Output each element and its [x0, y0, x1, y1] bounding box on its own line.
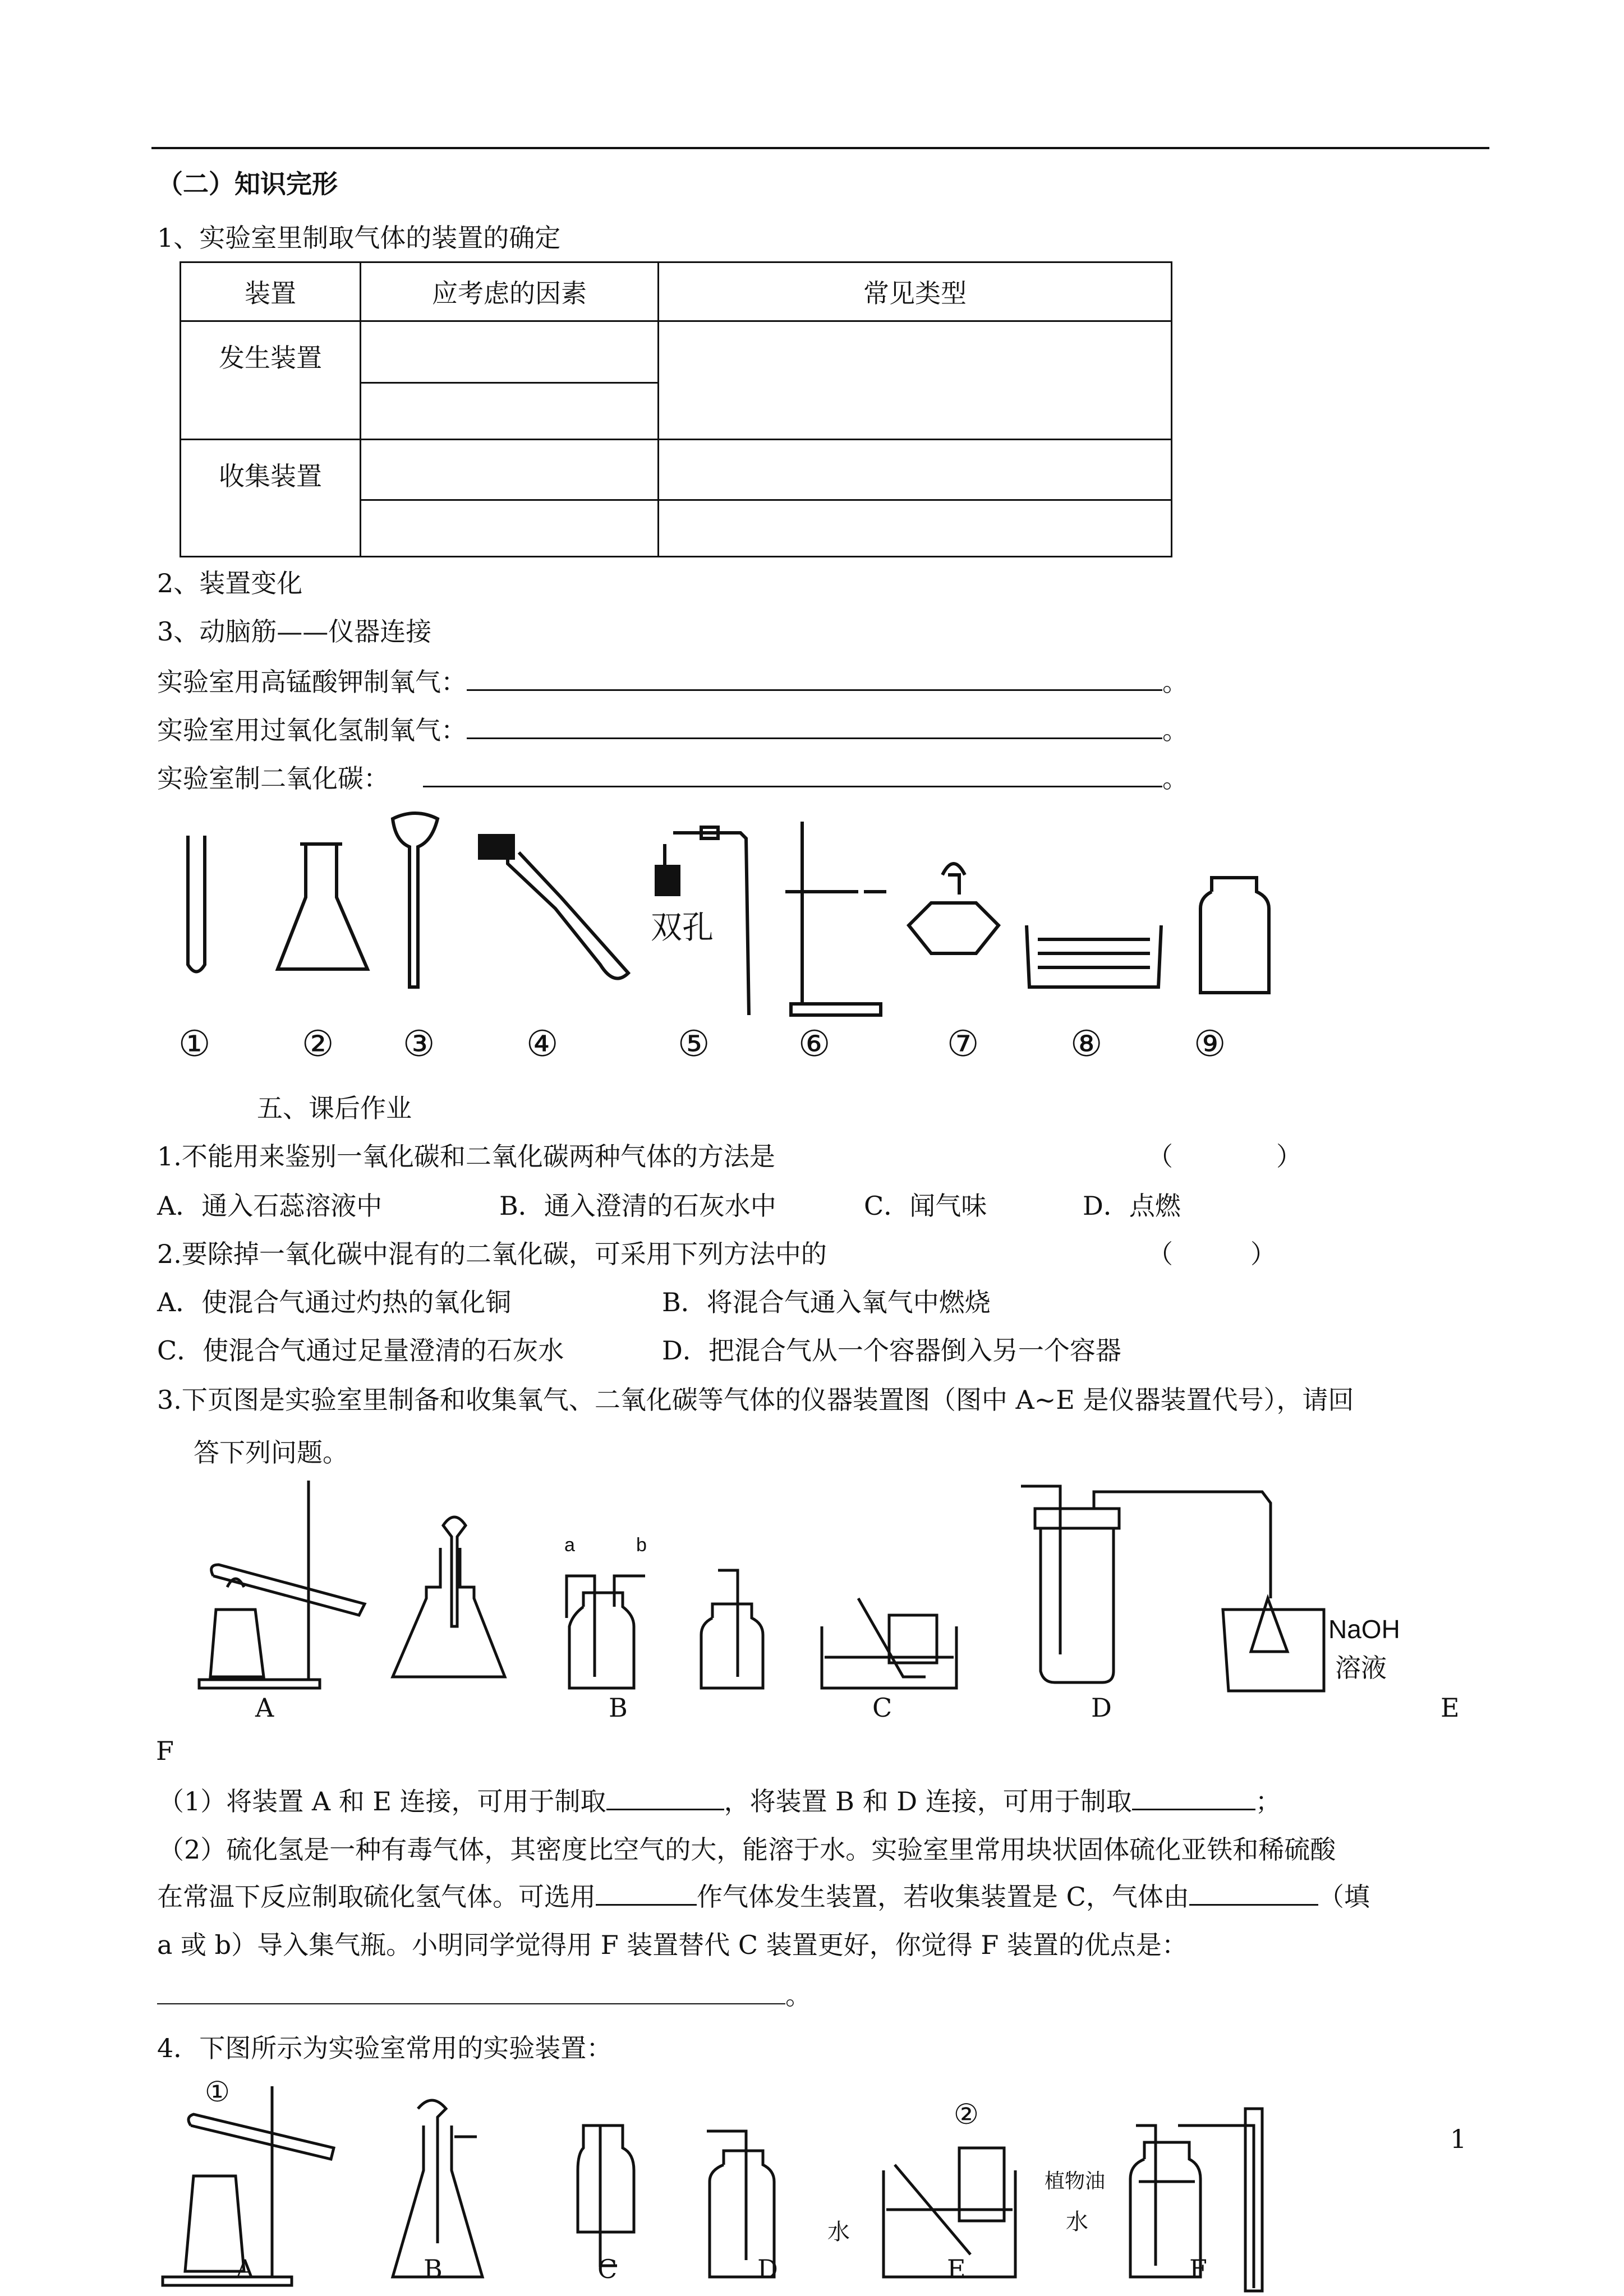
tube-label-b: b	[636, 1534, 647, 1556]
homework-title: 五、课后作业	[257, 1093, 412, 1123]
hw4-mark-1: ①	[205, 2076, 230, 2108]
fill-line-label: 实验室用高锰酸钾制氧气：	[157, 667, 467, 697]
answer-blank[interactable]	[1189, 1904, 1318, 1906]
hw3-sub2-end: 。	[785, 1980, 811, 2011]
hw2-option-d: D．把混合气从一个容器倒入另一个容器	[662, 1335, 1121, 1366]
hw2-answer-paren[interactable]: （ ）	[1147, 1239, 1276, 1269]
fig-label-a: A	[255, 1693, 274, 1723]
hw3-sub1-text: ，将装置 B 和 D 连接，可用于制取	[724, 1786, 1132, 1816]
instrument-number: ⑤	[678, 1023, 710, 1065]
apparatus-b-drawing	[393, 2100, 482, 2277]
fill-line-kmno4	[157, 665, 1188, 699]
instrument-number: ⑨	[1194, 1023, 1226, 1065]
long-neck-funnel-drawing	[393, 813, 438, 987]
table-cell	[659, 439, 1172, 500]
table-row-generator: 发生装置	[181, 321, 361, 439]
fig-label-c: C	[872, 1693, 892, 1723]
hw4-label-row	[0, 2252, 1624, 2292]
apparatus-a-drawing	[199, 1481, 365, 1688]
instrument-number: ④	[526, 1023, 559, 1065]
hw2-option-b: B．将混合气通入氧气中燃烧	[662, 1287, 991, 1317]
hw3-sub1	[158, 1785, 1281, 1818]
fig-label-a: A	[236, 2254, 255, 2284]
table-row-collector: 收集装置	[181, 439, 361, 556]
fig-label-b: B	[609, 1693, 628, 1723]
hw2-question: 2.要除掉一氧化碳中混有的二氧化碳，可采用下列方法中的	[157, 1239, 827, 1269]
hw4-mark-2: ②	[954, 2098, 979, 2131]
hw4-question: 4．下图所示为实验室常用的实验装置：	[157, 2033, 613, 2063]
hw3-question-line2: 答下列问题。	[194, 1437, 348, 1468]
instrument-number: ①	[178, 1023, 211, 1065]
fig-label-f: F	[1189, 2254, 1207, 2284]
instrument-number: ③	[403, 1023, 435, 1065]
instrument-number-row	[0, 1023, 1624, 1072]
fig-label-d: D	[757, 2254, 778, 2284]
table-cell	[361, 321, 659, 383]
hw3-sub2-line2	[157, 1880, 1370, 1914]
hw3-sub2-text: 作气体发生装置，若收集装置是 C，气体由	[697, 1882, 1189, 1912]
fig-label-e: E	[1441, 1693, 1460, 1723]
hw4-oil-label: 植物油	[1045, 2170, 1106, 2193]
hw3-sub2-text: 在常温下反应制取硫化氢气体。可选用	[157, 1882, 596, 1912]
iron-stand-drawing	[785, 822, 886, 1015]
naoh-label-solution: 溶液	[1335, 1653, 1387, 1682]
q1-title: 1、实验室里制取气体的装置的确定	[157, 223, 561, 253]
table-header-device: 装置	[181, 262, 361, 321]
hw1-option-a: A．通入石蕊溶液中	[157, 1191, 383, 1221]
hw4-water-label-f: 水	[1066, 2209, 1088, 2235]
fig-label-c: C	[597, 2254, 618, 2284]
two-hole-note: 双孔	[651, 910, 714, 946]
gas-jar-drawing	[1200, 878, 1269, 993]
q2-title: 2、装置变化	[157, 568, 303, 598]
answer-blank[interactable]	[606, 1809, 724, 1810]
test-tube-drawing	[188, 836, 205, 972]
fill-line-end: 。	[1162, 763, 1188, 794]
fig-label-d: D	[1091, 1693, 1112, 1723]
hw1-question: 1.不能用来鉴别一氧化碳和二氧化碳两种气体的方法是	[157, 1141, 775, 1172]
fig-label-e: E	[947, 2254, 966, 2284]
hw1-option-d: D．点燃	[1083, 1191, 1181, 1221]
naoh-label: NaOH	[1328, 1615, 1400, 1644]
table-cell	[659, 500, 1172, 557]
table-cell	[361, 439, 659, 500]
alcohol-lamp-drawing	[909, 864, 999, 953]
answer-blank[interactable]	[1132, 1809, 1255, 1810]
answer-blank[interactable]	[467, 737, 1162, 739]
table-cell	[659, 321, 1172, 439]
conical-flask-drawing	[278, 844, 367, 969]
hw3-question-line1: 3.下页图是实验室里制备和收集氧气、二氧化碳等气体的仪器装置图（图中 A~E 是仪器装置代号），请回	[157, 1385, 1354, 1415]
apparatus-c-drawing	[567, 1576, 645, 1688]
table-header-factors: 应考虑的因素	[361, 262, 659, 321]
fig-label-f: F	[156, 1736, 174, 1766]
bent-tube-drawing	[488, 841, 628, 979]
section-title: （二）知识完形	[157, 169, 338, 199]
q3-title: 3、动脑筋——仪器连接	[157, 616, 432, 647]
apparatus-b-drawing	[393, 1517, 505, 1677]
answer-blank[interactable]	[467, 689, 1162, 691]
hw3-sub1-text: （1）将装置 A 和 E 连接，可用于制取	[158, 1786, 606, 1816]
fill-line-label: 实验室制二氧化碳：	[157, 763, 389, 794]
hw3-sub1-end: ；	[1255, 1786, 1281, 1816]
fill-line-end: 。	[1162, 715, 1188, 745]
hw3-sub2-text: （填	[1318, 1882, 1370, 1912]
table-header-types: 常见类型	[659, 262, 1172, 321]
instrument-number: ⑦	[947, 1023, 979, 1065]
hw1-answer-paren[interactable]: （ ）	[1147, 1141, 1302, 1172]
instrument-number: ⑥	[798, 1023, 831, 1065]
answer-blank[interactable]	[157, 2003, 785, 2004]
answer-blank[interactable]	[423, 786, 1162, 787]
table-cell	[361, 500, 659, 557]
hw1-option-c: C．闻气味	[864, 1191, 987, 1221]
page-number: 1	[1450, 2124, 1467, 2154]
hw3-sub2-line1: （2）硫化氢是一种有毒气体，其密度比空气的大，能溶于水。实验室里常用块状固体硫化亚铁和稀硫酸	[158, 1834, 1336, 1865]
hw4-water-label-e: 水	[827, 2219, 850, 2245]
answer-blank[interactable]	[596, 1904, 697, 1906]
hw3-sub2-line3: a 或 b）导入集气瓶。小明同学觉得用 F 装置替代 C 装置更好，你觉得 F 装置的优点是：	[157, 1930, 1188, 1960]
fig-label-b: B	[424, 2254, 443, 2284]
apparatus-f-drawing	[1021, 1486, 1324, 1691]
apparatus-e-drawing	[822, 1598, 956, 1688]
tube-label-a: a	[564, 1534, 575, 1556]
apparatus-d-drawing	[701, 1570, 763, 1688]
instrument-number: ⑧	[1070, 1023, 1103, 1065]
instrument-number: ②	[302, 1023, 334, 1065]
fill-line-co2	[157, 762, 1188, 795]
apparatus-c-drawing	[578, 2126, 634, 2266]
table-cell	[361, 383, 659, 440]
water-trough-drawing	[1027, 925, 1161, 987]
fill-line-end: 。	[1162, 667, 1188, 697]
hw2-option-a: A．使混合气通过灼热的氧化铜	[157, 1287, 512, 1317]
header-rule	[151, 147, 1489, 149]
fill-line-label: 实验室用过氧化氢制氧气：	[157, 715, 467, 745]
apparatus-table	[180, 261, 1172, 557]
hw3-sub2-answer-line	[157, 1979, 811, 2012]
hw1-option-b: B．通入澄清的石灰水中	[499, 1191, 776, 1221]
fill-line-h2o2	[157, 713, 1188, 747]
hw2-option-c: C．使混合气通过足量澄清的石灰水	[157, 1335, 564, 1366]
